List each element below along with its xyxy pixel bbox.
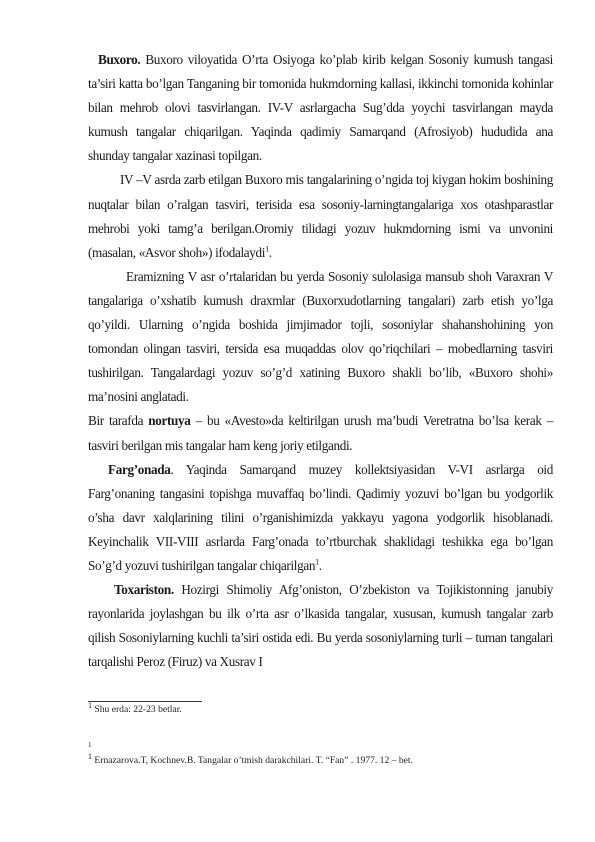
paragraph-nortuya	[88, 409, 553, 457]
footnote-mark: 1	[88, 741, 92, 749]
footnote-empty	[88, 741, 92, 749]
paragraph-text-pre: Bir tarafda	[88, 413, 149, 429]
paragraph-text: IV –V asrda zarb etilgan Buxoro mis tangalarining o’ngida toj kiygan hokim boshining nuqtalar bilan o’ralgan tasviri, terisida esa sosoniy-larningtangalariga xos otashparastlar mehrobi yoki tamg’a berilgan.Oromiy tilidagi yozuv hukmdorning ismi va unvonini (masalan, «Asvor shoh») ifodalaydi	[88, 172, 553, 260]
footnote-mark: 1	[88, 751, 92, 761]
heading-buxoro: Buxoro.	[98, 52, 141, 67]
paragraph-varaxran	[88, 265, 553, 410]
footnote-1	[88, 700, 182, 715]
heading-toxariston: Toxariston.	[114, 582, 174, 598]
footnote-text: Shu erda: 22-23 betlar.	[92, 704, 182, 715]
footnote-divider	[88, 701, 202, 702]
paragraph-text: . Yaqinda Samarqand muzey kollektsiyasidan V-VI asrlarga oid Farg’onaning tangasini topishga muvaffaq bo’lindi. Qadimiy yozuvi bo’lgan bu yodgorlik o’sha davr xalqlarining tilini o’rganishimizda yakkayu yagona yodgorlik hisoblanadi. Keyinchalik VII-VIII asrlarda Farg’onada to’rtburchak shaklidagi teshikka ega bo’lgan So’g’d yozuvi tushirilgan tangalar chiqarilgan	[88, 461, 553, 573]
paragraph-text: Buxoro viloyatida O’rta Osiyoga ko’plab kirib kelgan Sosoniy kumush tangasi ta’siri katta bo’lgan Tanganing bir tomonida hukmdorning kallasi, ikkinchi tomonida kohinlar bilan mehrob olovi tasvirlangan. IV-V asrlargacha Sug’dda yoychi tasvirlangan mayda kumush tangalar chiqarilgan. Yaqinda qadimiy Samarqand (Afrosiyob) hududida ana shunday tangalar xazinasi topilgan.	[88, 52, 553, 164]
paragraph-text: Eramizning V asr o’rtalaridan bu yerda Sosoniy sulolasiga mansub shoh Varaxran V tangalariga o’xshatib kumush draxmlar (Buxorxudotlarning tangalari) zarb etish yo’lga qo’yildi. Ularning o’ngida boshida jimjimador tojli, sosoniylar shahanshohining yon tomondan olingan tasviri, tersida esa muqaddas olov qo’riqchilari – mobedlarning tasviri tushirilgan. Tangalardagi yozuv so’g’d xatining Buxoro shakli bo’lib, «Buxoro shohi» ma’nosini anglatadi.	[88, 268, 553, 405]
footnote-text: Ernazarova.T, Kochnev.B. Tangalar o’tmish darakchilari. T. “Fan” . 1977. 12 – bet.	[92, 755, 413, 766]
paragraph-text: – bu «Avesto»da keltirilgan urush ma’budi Veretratna bo’lsa kerak – tasviri berilgan mis tangalar ham keng joriy etilgandi.	[88, 413, 553, 453]
footnote-mark: 1	[88, 700, 92, 710]
term-nortuya: nortuya	[148, 413, 191, 429]
paragraph-text-tail: .	[268, 244, 272, 260]
paragraph-fargona	[88, 458, 553, 578]
paragraph-toxariston	[88, 578, 553, 674]
heading-fargona: Farg’onada	[108, 461, 171, 477]
paragraph-buxoro-coins	[88, 168, 553, 264]
footnote-2	[88, 751, 413, 766]
footnote-ref: 1	[265, 244, 269, 254]
paragraph-buxoro	[88, 48, 553, 168]
document-body	[88, 48, 553, 674]
paragraph-text-tail: .	[318, 557, 322, 573]
footnote-ref: 1	[315, 557, 319, 567]
paragraph-text: Hozirgi Shimoliy Afg’oniston, O’zbekiston va Tojikistonning janubiy rayonlarida joylashgan bu ilk o’rta asr o’lkasida tangalar, xususan, kumush tangalar zarb qilish Sosoniylarning kuchli ta’siri ostida edi. Bu yerda sosoniylarning turli – tuman tangalari tarqalishi Peroz (Firuz) va Xusrav I	[88, 582, 553, 670]
